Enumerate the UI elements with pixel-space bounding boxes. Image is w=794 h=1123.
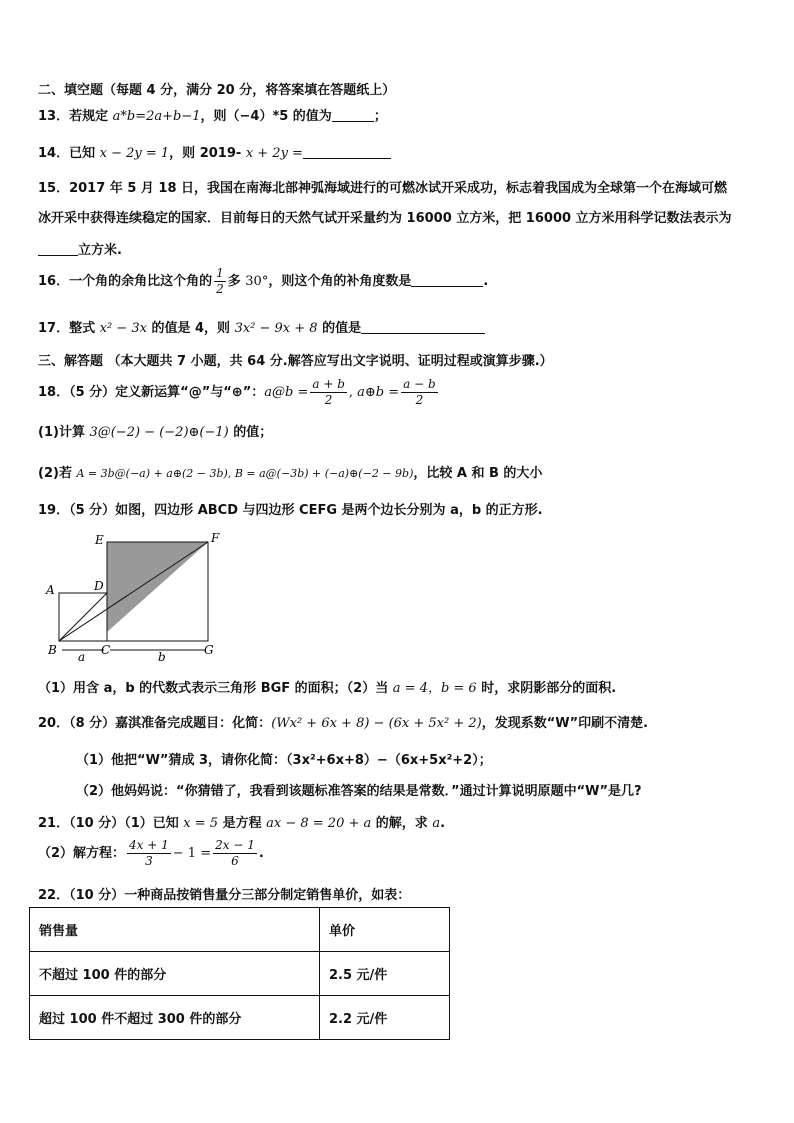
q18-def-at: a@b = (264, 385, 309, 400)
q18-number: 18．（5 分） (38, 385, 116, 400)
question-15-line-2: 冰开采中获得连续稳定的国家．目前每日的天然气试开采量约为 16000 立方米，把 16000 立方米用科学记数法表示为 (38, 211, 732, 226)
question-19 (38, 499, 543, 518)
q17-expression-2: 3x² − 9x + 8 (234, 321, 318, 336)
table-cell-price: 2.2 元/件 (320, 996, 450, 1040)
q17-answer-blank[interactable] (361, 321, 485, 334)
q18-fraction-1 (310, 377, 347, 408)
q21-tail: . (440, 816, 446, 831)
q19-text: 如图，四边形 ABCD 与四边形 CEFG 是两个边长分别为 a，b 的正方形. (115, 503, 543, 518)
q21-text-2: 是方程 (218, 816, 267, 831)
label-c: C (101, 643, 111, 657)
q14-number: 14． (38, 146, 70, 161)
q18-p1-label: (1) (38, 425, 59, 440)
q13-answer-blank[interactable] (332, 109, 374, 122)
table-header-quantity: 销售量 (30, 908, 320, 952)
q17-text-2: 的值是 4，则 (146, 321, 235, 336)
label-length-a: a (78, 650, 86, 663)
q21-equation: ax − 8 = 20 + a (266, 816, 372, 831)
q17-number: 17． (38, 321, 70, 336)
q14-expression: x + 2y = (245, 146, 303, 161)
question-18-part-2 (38, 462, 542, 481)
label-e: E (95, 533, 104, 547)
q13-number: 13． (38, 109, 70, 124)
question-18-part-1 (38, 421, 272, 440)
question-15-line-1: 15．2017 年 5 月 18 日，我国在南海北部神弧海域进行的可燃冰试开采成功，标志着我国成为全球第一个在海域可燃 (38, 181, 728, 196)
section-3-heading: 三、解答题 （本大题共 7 小题，共 64 分.解答应写出文字说明、证明过程或演算步骤.） (38, 354, 553, 369)
table-cell-price: 2.5 元/件 (320, 952, 450, 996)
q21-p2-text: （2）解方程： (38, 846, 126, 861)
question-18 (38, 377, 440, 408)
q21-fraction-1 (127, 838, 171, 869)
question-20 (38, 712, 648, 731)
q18-f2-denominator: 2 (415, 393, 424, 407)
q13-tail: ； (373, 109, 387, 124)
q14-text-1: 已知 (69, 146, 100, 161)
q22-text: 一种商品按销售量分三部分制定销售单价，如表： (124, 888, 411, 903)
q18-p1-text: 计算 (58, 425, 90, 440)
q16-number: 16． (38, 274, 70, 289)
q18-f1-numerator: a + b (312, 377, 345, 391)
question-21 (38, 812, 445, 831)
q20-number: 20．（8 分） (38, 716, 116, 731)
label-f: F (211, 531, 220, 545)
q15-tail: 立方米. (78, 243, 122, 258)
shaded-region (107, 542, 208, 632)
q16-fraction-numerator: 1 (216, 266, 224, 280)
q13-text-1: 若规定 (69, 109, 113, 124)
price-table (29, 907, 450, 1040)
label-b: B (48, 643, 57, 657)
q22-number: 22．（10 分） (38, 888, 125, 903)
question-21-part-2 (38, 838, 264, 869)
table-header-row (30, 908, 450, 952)
q17-expression-1: x² − 3x (99, 321, 147, 336)
q20-text-2: ，发现系数“W”印刷不清楚. (481, 716, 649, 731)
q13-text-2: ，则（−4）*5 的值为 (200, 109, 332, 124)
section-2-heading: 二、填空题（每题 4 分，满分 20 分，将答案填在答题纸上） (38, 83, 396, 98)
q16-angle: 30° (245, 274, 269, 289)
q21-f2-numerator: 2x − 1 (215, 838, 255, 852)
q21-text-1: （1）已知 (124, 816, 184, 831)
q21-f1-denominator: 3 (145, 854, 153, 868)
q16-answer-blank[interactable] (411, 274, 483, 287)
q18-text: 定义新运算“@”与“⊕”： (115, 385, 265, 400)
q18-f1-denominator: 2 (324, 393, 333, 407)
q18-f2-numerator: a − b (403, 377, 436, 391)
q18-def-oplus: a⊕b = (357, 385, 400, 400)
q21-middle: − 1 = (172, 846, 212, 861)
q18-p2-text: 若 (58, 466, 77, 481)
q19-figure (40, 528, 240, 663)
q21-text-3: 的解，求 (371, 816, 433, 831)
q18-p1-expression: 3@(−2) − (−2)⊕(−1) (89, 425, 229, 440)
q20-expression: (Wx² + 6x + 8) − (6x + 5x² + 2) (271, 716, 482, 731)
q13-definition: a*b=2a+b−1 (112, 109, 201, 124)
label-d: D (94, 579, 104, 593)
q16-text-2: 多 (227, 274, 246, 289)
question-16 (38, 266, 488, 297)
q21-condition: x = 5 (183, 816, 219, 831)
q16-text-1: 一个角的余角比这个角的 (69, 274, 213, 289)
q19-sub-text-1: （1）用含 a，b 的代数式表示三角形 BGF 的面积；（2）当 (38, 681, 393, 696)
table-row (30, 996, 450, 1040)
label-a: A (46, 583, 55, 597)
label-length-b: b (158, 650, 166, 663)
question-20-part-2: （2）他妈妈说：“你猜错了，我看到该题标准答案的结果是常数．”通过计算说明原题中“W”是几? (76, 784, 642, 799)
question-13 (38, 105, 387, 124)
q18-p2-tail: ，比较 A 和 B 的大小 (413, 466, 543, 481)
question-20-part-1: （1）他把“W”猜成 3，请你化简：（3x²+6x+8）−（6x+5x²+2）； (76, 753, 492, 768)
q21-p2-tail: . (258, 846, 264, 861)
q14-answer-blank[interactable] (303, 146, 391, 159)
q18-p1-tail: 的值； (228, 425, 273, 440)
q19-condition: a = 4，b = 6 (392, 681, 477, 696)
question-17 (38, 317, 485, 336)
q21-variable: a (432, 816, 441, 831)
question-19-subparts (38, 677, 616, 696)
q19-number: 19．（5 分） (38, 503, 116, 518)
segment-bd (59, 593, 107, 641)
label-g: G (204, 643, 214, 657)
q21-number: 21．（10 分） (38, 816, 125, 831)
q19-sub-text-2: 时，求阴影部分的面积. (476, 681, 617, 696)
q17-text-3: 的值是 (317, 321, 362, 336)
q20-text-1: 嘉淇准备完成题目：化简： (115, 716, 272, 731)
table-row (30, 952, 450, 996)
table-cell-quantity: 超过 100 件不超过 300 件的部分 (30, 996, 320, 1040)
q18-separator: , (348, 385, 358, 400)
question-15-line-3 (38, 239, 122, 258)
q16-fraction (214, 266, 226, 297)
q21-f2-denominator: 6 (231, 854, 239, 868)
q21-f1-numerator: 4x + 1 (129, 838, 169, 852)
table-cell-quantity: 不超过 100 件的部分 (30, 952, 320, 996)
q18-p2-label: (2) (38, 466, 59, 481)
q17-text-1: 整式 (69, 321, 100, 336)
q21-fraction-2 (213, 838, 257, 869)
table-header-price: 单价 (320, 908, 450, 952)
q18-fraction-2 (401, 377, 438, 408)
question-14 (38, 142, 391, 161)
q16-text-3: ，则这个角的补角度数是 (268, 274, 412, 289)
q18-p2-expression: A = 3b@(−a) + a⊕(2 − 3b), B = a@(−3b) + (−a)⊕(−2 − 9b) (76, 467, 414, 480)
q16-fraction-denominator: 2 (216, 282, 224, 296)
q14-text-2: ，则 2019- (169, 146, 246, 161)
q15-answer-blank[interactable] (38, 243, 78, 256)
question-22 (38, 884, 410, 903)
q14-condition: x − 2y = 1 (99, 146, 170, 161)
q16-tail: . (483, 274, 489, 289)
